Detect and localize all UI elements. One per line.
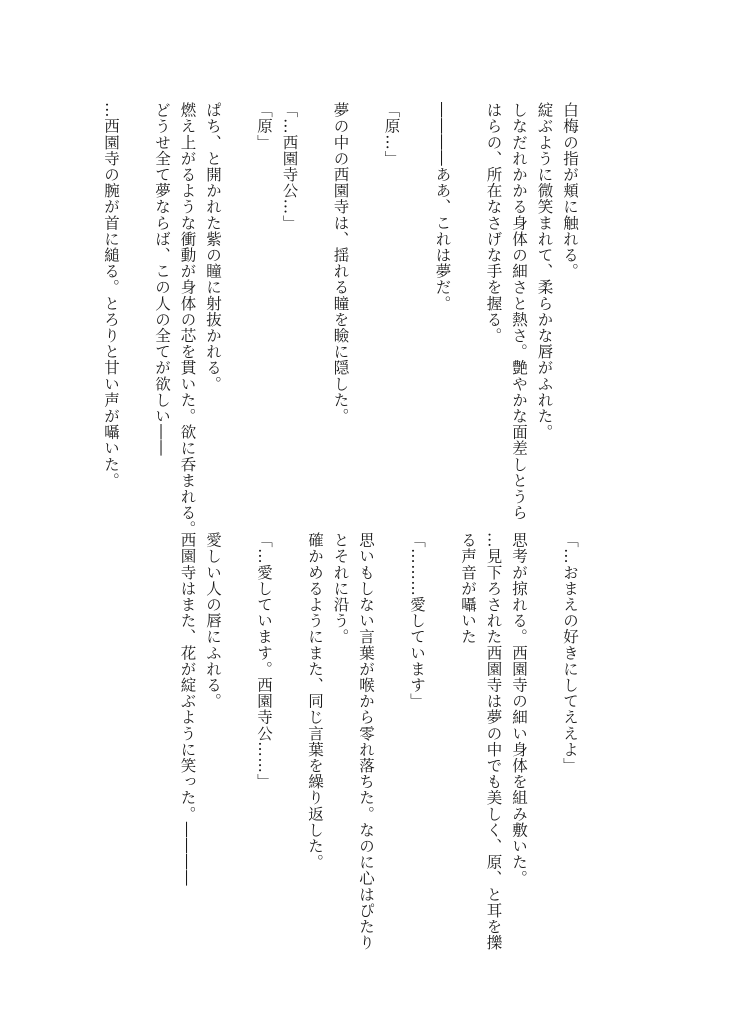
text-line [404,102,430,537]
text-line: 思いもしない言葉が喉から零れ落ちた。なのに心はぴたり [357,532,375,951]
upper-text-block [98,102,583,537]
text-line: とそれに沿う。 [331,532,350,645]
text-line: ぱち、と開かれた紫の瞳に射抜かれる。 [204,102,222,392]
text-line [429,532,455,951]
text-line [378,532,404,951]
text-line: 西園寺はまた、花が綻ぶように笑った。―――― [178,532,197,887]
text-line: はらの、所在なさげな手を握る。 [484,102,503,344]
lower-text-block [174,532,582,951]
text-line: 綻ぶように微笑まれて、柔らかな唇がふれた。 [535,102,554,441]
text-line: 「…おまえの好きにしてええよ」 [561,532,579,774]
text-line: どうせ全て夢ならば、この人の全てが欲しい―― [153,102,171,457]
text-line: 愛しい人の唇にふれる。 [204,532,222,710]
text-line: 夢の中の西園寺は、揺れる瞳を瞼に隠した。 [331,102,350,424]
text-line: …西園寺の腕が首に縋る。とろりと甘い声が囁いた。 [102,102,120,489]
text-line: …見下ろされた西園寺は夢の中でも美しく、原、と耳を擽 [484,532,503,951]
text-line: る声音が囁いた [459,532,477,645]
text-line [276,532,302,951]
text-line: しなだれかかる身体の細さと熱さ。艶やかな面差しとうら [510,102,528,521]
text-line: 思考が掠れる。西園寺の細い身体を組み敷いた。 [510,532,528,887]
text-line: 確かめるようにまた、同じ言葉を繰り返した。 [306,532,324,871]
text-line: 「…西園寺公…」 [280,102,299,231]
text-line [531,532,557,951]
text-line: 「原…」 [382,102,401,167]
text-line: 「………愛しています」 [408,532,426,710]
text-line [225,102,251,537]
text-line: 白梅の指が頬に触れる。 [561,102,579,280]
text-line [302,102,328,537]
text-line: 「原」 [255,102,273,151]
text-line [455,102,481,537]
text-line: 「…愛しています。西園寺公……」 [255,532,273,790]
text-line: ――――ああ、これは夢だ。 [433,102,452,312]
text-line [225,532,251,951]
text-line: 燃え上がるような衝動が身体の芯を貫いた。欲に呑まれる。 [178,102,197,537]
text-line [353,102,379,537]
text-line [123,102,149,537]
